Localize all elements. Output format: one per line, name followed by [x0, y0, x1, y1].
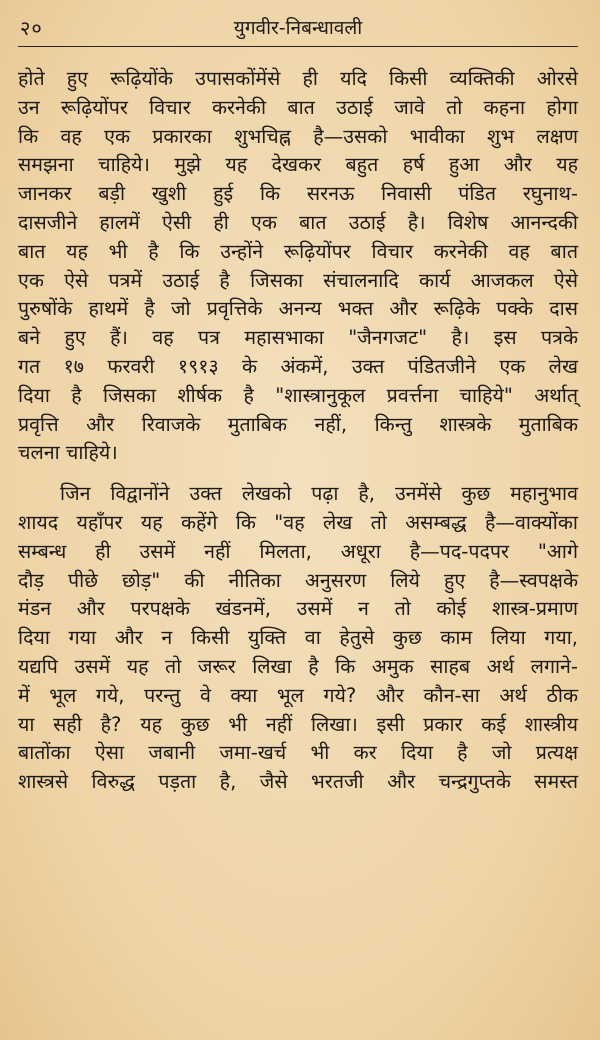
- text-line: प्रवृत्ति और रिवाजके मुताबिक नहीं, किन्तु शास्त्रके मुताबिक: [18, 412, 578, 436]
- page-number: २०: [20, 16, 43, 40]
- text-line: एक ऐसे पत्रमें उठाई है जिसका संचालनादि कार्य आजकल ऐसे: [18, 268, 578, 292]
- text-line: पुरुषोंके हाथमें है जो प्रवृत्तिके अनन्य भक्त और रूढ़िके पक्के दास: [18, 297, 578, 321]
- text-line: जानकर बड़ी खुशी हुई कि सरनऊ निवासी पंडित रघुनाथ-: [18, 182, 578, 206]
- text-line: कि वह एक प्रकारका शुभचिह्न है—उसको भावीका शुभ लक्षण: [18, 124, 578, 148]
- text-line: गत १७ फरवरी १९१३ के अंकमें, उक्त पंडितजीने एक लेख: [18, 354, 578, 378]
- paragraph-2: [18, 480, 578, 797]
- text-line: या सही है? यह कुछ भी नहीं लिखा। इसी प्रकार कई शास्त्रीय: [18, 712, 578, 736]
- text-line: जिन विद्वानोंने उक्त लेखको पढ़ा है, उनमेंसे कुछ महानुभाव: [60, 482, 578, 506]
- text-line: बात यह भी है कि उन्होंने रूढ़ियोंपर विचार करनेकी वह बात: [18, 239, 578, 263]
- text-line: उन रूढ़ियोंपर विचार करनेकी बात उठाई जावे तो कहना होगा: [18, 95, 578, 119]
- text-line: बने हुए हैं। वह पत्र महासभाका "जैनगजट" है। इस पत्रके: [18, 326, 578, 350]
- page-header: [18, 10, 578, 47]
- paragraph-1: [18, 65, 578, 468]
- text-line: समझना चाहिये। मुझे यह देखकर बहुत हर्ष हुआ और यह: [18, 153, 578, 177]
- text-line: में भूल गये, परन्तु वे क्या भूल गये? और कौन-सा अर्थ ठीक: [18, 683, 578, 707]
- text-line: यद्यपि उसमें यह तो जरूर लिखा है कि अमुक साहब अर्थ लगाने-: [18, 654, 578, 678]
- text-line: बातोंका ऐसा जबानी जमा-खर्च भी कर दिया है जो प्रत्यक्ष: [18, 741, 578, 765]
- text-line: चलना चाहिये।: [18, 441, 118, 465]
- text-line: शास्त्रसे विरुद्ध पड़ता है, जैसे भरतजी और चन्द्रगुप्तके समस्त: [18, 770, 578, 794]
- text-line: दासजीने हालमें ऐसी ही एक बात उठाई है। विशेष आनन्दकी: [18, 210, 578, 234]
- text-line: होते हुए रूढ़ियोंके उपासकोंमेंसे ही यदि किसी व्यक्तिकी ओरसे: [18, 67, 578, 90]
- paragraph-gap: [18, 468, 578, 480]
- text-line: दौड़ पीछे छोड़" की नीतिका अनुसरण लिये हुए है—स्वपक्षके: [18, 568, 578, 592]
- running-title: युगवीर-निबन्धावली: [233, 17, 363, 39]
- text-line: दिया है जिसका शीर्षक है "शास्त्रानुकूल प्रवर्त्तना चाहिये" अर्थात्: [18, 383, 578, 407]
- text-line: दिया गया और न किसी युक्ति वा हेतुसे कुछ काम लिया गया,: [18, 626, 578, 650]
- text-line: सम्बन्ध ही उसमें नहीं मिलता, अधूरा है—पद-पदपर "आगे: [18, 539, 578, 563]
- body-text: [18, 65, 578, 797]
- text-line: मंडन और परपक्षके खंडनमें, उसमें न तो कोई शास्त्र-प्रमाण: [18, 597, 578, 621]
- text-line: शायद यहाँपर यह कहेंगे कि "वह लेख तो असम्बद्ध है—वाक्योंका: [18, 510, 578, 534]
